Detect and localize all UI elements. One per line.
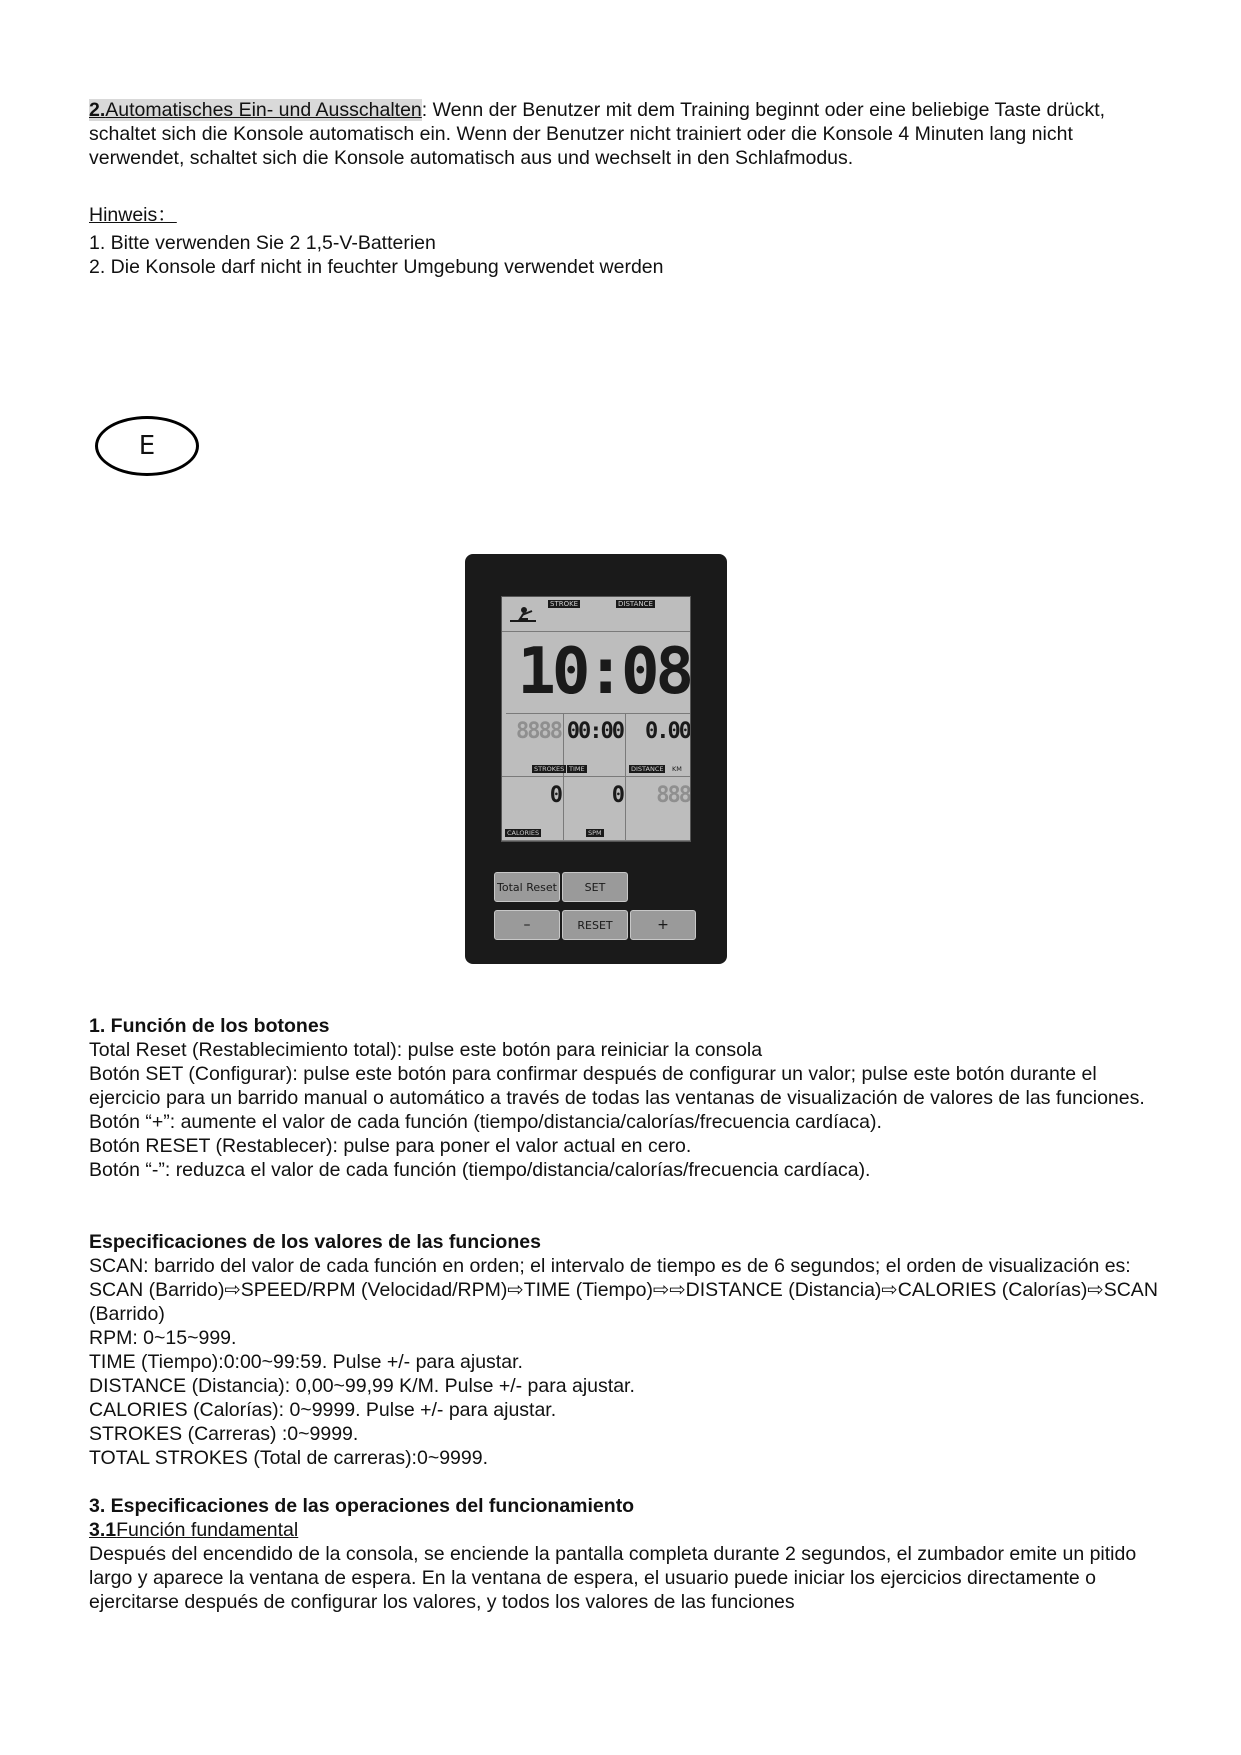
console-illustration [465,554,727,964]
time-label: TIME [569,765,585,773]
section-3-1-title: Función fundamental [116,1519,299,1541]
section-2-title: Especificaciones de los valores de las funciones [89,1231,541,1253]
rower-icon [508,605,538,625]
lcd-cell-distance [626,713,691,777]
distance-unit: KM [672,765,682,773]
section-1-title: 1. Función de los botones [89,1015,330,1037]
lcd-cell-strokes [502,713,564,777]
language-badge [95,416,199,476]
plus-button[interactable]: + [630,910,696,940]
language-badge-letter: E [138,431,156,461]
total-reset-button[interactable]: Total Reset [494,872,560,902]
heart-rate-value: 888 [656,783,690,808]
lcd-cell-time [564,713,626,777]
section-3-1-heading [89,1518,1169,1542]
s2-line-5: CALORIES (Calorías): 0~9999. Pulse +/- para ajustar. [89,1399,557,1421]
note-item-2: 2. Die Konsole darf nicht in feuchter Umgebung verwendet werden [89,256,664,278]
s1-line-2: Botón SET (Configurar): pulse este botón para confirmar después de configurar un valor; pulse este botón durante el ejercicio para un barrido manual o automático a través de todas las ventanas de visualización de valores de las funciones. [89,1063,1145,1109]
s2-line-3: TIME (Tiempo):0:00~99:59. Pulse +/- para ajustar. [89,1351,523,1373]
section-operations [89,1494,1169,1614]
german-note-list [89,231,1169,279]
s2-line-7: TOTAL STROKES (Total de carreras):0~9999. [89,1447,489,1469]
german-note-title [89,203,1169,227]
section-3-1-number: 3.1 [89,1519,117,1541]
lcd-tag-distance: DISTANCE [618,600,653,608]
spm-label: SPM [588,829,602,837]
section-function-values [89,1230,1169,1470]
note-title-text: Hinweis： [89,204,177,226]
section-3-title: 3. Especificaciones de las operaciones del funcionamiento [89,1495,635,1517]
set-button[interactable]: SET [562,872,628,902]
lcd-top-strip [502,597,690,632]
lcd-cell-spm [564,777,626,841]
spm-value: 0 [611,783,623,808]
lcd-cell-calories [502,777,564,841]
distance-label: DISTANCE [631,765,664,773]
lcd-cell-heart-rate [626,777,691,841]
s2-line-4: DISTANCE (Distancia): 0,00~99,99 K/M. Pulse +/- para ajustar. [89,1375,635,1397]
calories-value: 0 [549,783,561,808]
s1-line-1: Total Reset (Restablecimiento total): pulse este botón para reiniciar la consola [89,1039,763,1061]
lcd-big-time: 10:08 [506,631,690,714]
lcd-screen [501,596,691,842]
german-auto-onoff-paragraph [89,98,1169,170]
lcd-tag-stroke: STROKE [550,600,579,608]
s1-line-5: Botón “-”: reduzca el valor de cada función (tiempo/distancia/calorías/frecuencia cardíaca). [89,1159,871,1181]
s2-line-6: STROKES (Carreras) :0~9999. [89,1423,359,1445]
german-body: : Wenn der Benutzer mit dem Training beginnt oder eine beliebige Taste drückt, schaltet sich die Konsole automatisch ein. Wenn der Benutzer nicht trainiert oder die Konsole 4 Minuten lang nicht verwendet, schaltet sich die Konsole automatisch aus und wechselt in den Schlafmodus. [89,99,1106,169]
german-heading-number: 2. [89,99,106,121]
time-value: 00:00 [566,719,623,744]
section-button-functions [89,1014,1169,1182]
s1-line-4: Botón RESET (Restablecer): pulse para poner el valor actual en cero. [89,1135,692,1157]
german-heading-title: Automatisches Ein- und Ausschalten [105,99,422,121]
s2-line-1: SCAN: barrido del valor de cada función en orden; el intervalo de tiempo es de 6 segundos; el orden de visualización es: SCAN (Barrido)⇨SPEED/RPM (Velocidad/RPM)⇨TIME (Tiempo)⇨⇨DISTANCE (Distancia)⇨CALORIES (Calorías)⇨SCAN (Barrido) [89,1255,1158,1325]
s2-line-2: RPM: 0~15~999. [89,1327,237,1349]
note-item-1: 1. Bitte verwenden Sie 2 1,5-V-Batterien [89,232,436,254]
strokes-label: STROKES [534,765,565,773]
strokes-value: 8888 [516,719,561,744]
minus-button[interactable]: – [494,910,560,940]
calories-label: CALORIES [507,829,540,837]
s1-line-3: Botón “+”: aumente el valor de cada función (tiempo/distancia/calorías/frecuencia cardíaca). [89,1111,882,1133]
distance-value: 0.00 [645,719,690,744]
section-3-1-body: Después del encendido de la consola, se enciende la pantalla completa durante 2 segundos, el zumbador emite un pitido largo y aparece la ventana de espera. En la ventana de espera, el usuario puede iniciar los ejercicios directamente o ejercitarse después de configurar los valores, y todos los valores de las funciones [89,1543,1137,1613]
reset-button[interactable]: RESET [562,910,628,940]
